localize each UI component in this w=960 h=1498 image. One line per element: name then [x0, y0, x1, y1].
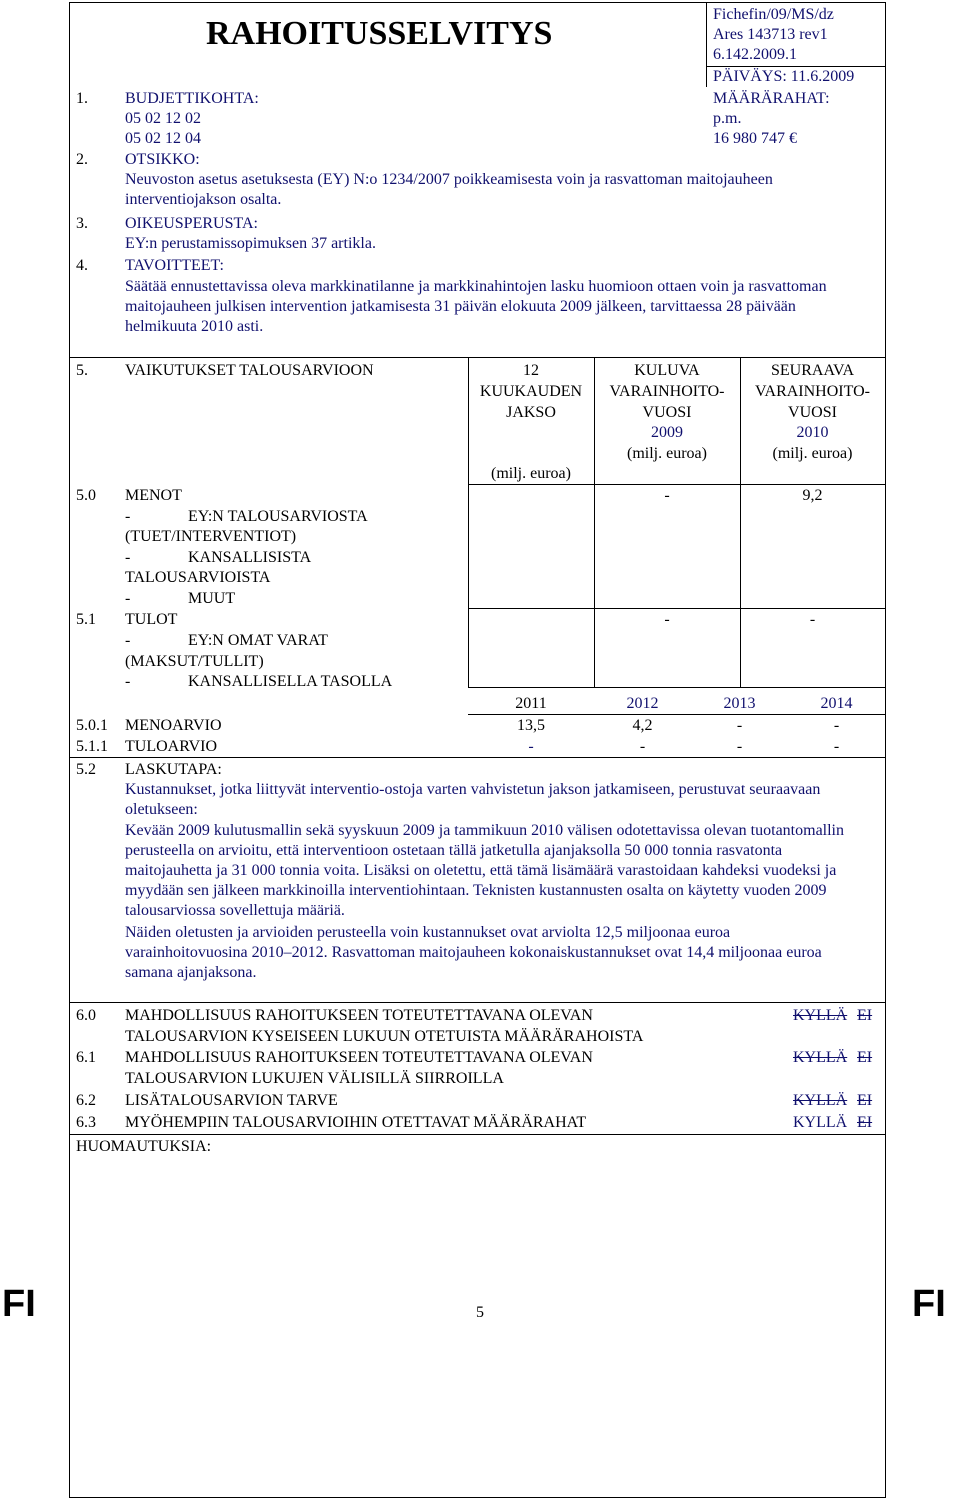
- row-5-1-sub-own-resources: EY:N OMAT VARAT: [188, 632, 328, 649]
- row-6-3-no: EI: [857, 1114, 873, 1131]
- row-5-1-next-year: -: [809, 611, 816, 628]
- row-5-0-1-2011: 13,5: [517, 717, 545, 734]
- row-6-0-yes: KYLLÄ: [793, 1007, 848, 1024]
- section-5-2-label: LASKUTAPA:: [125, 761, 222, 778]
- col3-header-unit: (milj. euroa): [772, 445, 853, 462]
- multiyear-header-rule: [468, 714, 885, 715]
- row-6-2-number: 6.2: [76, 1092, 96, 1109]
- row-5-1-sub-own-resources-detail: (MAKSUT/TULLIT): [125, 653, 264, 670]
- row-5-1-1-2012: -: [639, 738, 646, 755]
- row-5-0-sub-eu-budget-detail: (TUET/INTERVENTIOT): [125, 528, 297, 545]
- row-5-1-1-number: 5.1.1: [76, 738, 108, 755]
- header-divider-vertical: [706, 2, 707, 87]
- document-title: RAHOITUSSELVITYS: [206, 15, 553, 52]
- section-5-number: 5.: [76, 362, 88, 379]
- section-3-number: 3.: [76, 215, 88, 232]
- row-5-0-sub-national-detail: TALOUSARVIOISTA: [125, 569, 271, 586]
- row-5-0-1-label: MENOARVIO: [125, 717, 222, 734]
- section-3-text: EY:n perustamissopimuksen 37 artikla.: [125, 235, 376, 252]
- row-6-2-text: LISÄTALOUSARVION TARVE: [125, 1092, 338, 1109]
- col2-header-line-3: VUOSI: [642, 404, 692, 421]
- row-6-2-yes: KYLLÄ: [793, 1092, 848, 1109]
- section-5-label: VAIKUTUKSET TALOUSARVIOON: [125, 362, 374, 379]
- reference-line-2: Ares 143713 rev1: [713, 26, 828, 43]
- col2-header-unit: (milj. euroa): [627, 445, 707, 462]
- col2-header-year: 2009: [651, 424, 683, 441]
- row-5-0-1-2012: 4,2: [632, 717, 653, 734]
- row-5-0-sub-dash-3: -: [125, 590, 131, 607]
- row-5-1-number: 5.1: [76, 611, 96, 628]
- section-5-header-rule-2: [594, 484, 885, 485]
- appropriation-1: p.m.: [713, 110, 742, 127]
- col1-header-line-3: JAKSO: [506, 404, 556, 421]
- col1-header-line-1: 12: [523, 362, 539, 379]
- section-5-top-rule: [69, 357, 885, 358]
- col1-header-line-2: KUUKAUDEN: [479, 383, 583, 400]
- col2-header-line-2: VARAINHOITO-: [609, 383, 725, 400]
- section-1-label: BUDJETTIKOHTA:: [125, 90, 259, 107]
- col1-header-unit: (milj. euroa): [491, 465, 571, 482]
- row-6-0-number: 6.0: [76, 1007, 96, 1024]
- row-6-1-yes: KYLLÄ: [793, 1049, 848, 1066]
- row-5-0-1-number: 5.0.1: [76, 717, 108, 734]
- row-5-0-1-2013: -: [736, 717, 743, 734]
- section-1-number: 1.: [76, 90, 88, 107]
- section-5-2-paragraph-3: Näiden oletusten ja arvioiden perusteella voin kustannukset ovat arviolta 12,5 miljoonaa euroa varainhoitovuosina 2010–2012. Rasvattoman maitojauheen kokonaiskustannukset ovat 14,4 miljoonaa euroa samana ajanjaksona.: [125, 924, 822, 981]
- remarks-top-rule: [69, 1134, 885, 1135]
- row-6-3-yes: KYLLÄ: [793, 1114, 848, 1131]
- footer-language-left: FI: [2, 1283, 36, 1325]
- year-header-2012: 2012: [626, 695, 659, 712]
- row-5-1-sub-national-level: KANSALLISELLA TASOLLA: [188, 673, 393, 690]
- row-5-1-current-year: -: [664, 611, 670, 628]
- multiyear-top-rule: [468, 687, 885, 688]
- row-5-0-current-year: -: [664, 487, 670, 504]
- footer-language-right: FI: [912, 1283, 946, 1325]
- appropriation-2: 16 980 747 €: [713, 130, 797, 147]
- budget-code-1: 05 02 12 02: [125, 110, 201, 127]
- section-2-text: Neuvoston asetus asetuksesta (EY) N:o 1234/2007 poikkeamisesta voin ja rasvattoman maitojauheen interventiojakson osalta.: [125, 171, 773, 208]
- row-6-1-text-line-1: MAHDOLLISUUS RAHOITUKSEEN TOTEUTETTAVANA OLEVAN: [125, 1049, 593, 1066]
- row-6-1-text-line-2: TALOUSARVION LUKUJEN VÄLISILLÄ SIIRROILLA: [125, 1070, 504, 1087]
- row-6-1-no: EI: [857, 1049, 873, 1066]
- year-header-2013: 2013: [723, 695, 756, 712]
- row-5-0-sub-dash-2: -: [125, 549, 131, 566]
- budget-code-2: 05 02 12 04: [125, 130, 201, 147]
- col3-header-year: 2010: [796, 424, 829, 441]
- section-4-label: TAVOITTEET:: [125, 257, 224, 274]
- section-4-text: Säätää ennustettavissa oleva markkinatilanne ja markkinahintojen lasku huomioon ottaen voin ja rasvattoman maitojauheen julkisen intervention jatkamisesta 31 päivän elokuuta 2009 jälkeen, tarvittaessa 28 päivään helmikuuta 2010 asti.: [125, 278, 827, 335]
- row-5-1-1-2013: -: [736, 738, 743, 755]
- row-6-3-number: 6.3: [76, 1114, 96, 1131]
- document-date: PÄIVÄYS: 11.6.2009: [713, 68, 855, 85]
- year-header-2014: 2014: [820, 695, 853, 712]
- row-5-0-number: 5.0: [76, 487, 96, 504]
- row-5-1-1-2011: -: [528, 738, 534, 755]
- row-6-0-no: EI: [857, 1007, 873, 1024]
- row-6-3-text: MYÖHEMPIIN TALOUSARVIOIHIN OTETTAVAT MÄÄRÄRAHAT: [125, 1114, 587, 1131]
- row-6-0-text-line-1: MAHDOLLISUUS RAHOITUKSEEN TOTEUTETTAVANA OLEVAN: [125, 1007, 593, 1024]
- row-5-1-1-2014: -: [833, 738, 840, 755]
- row-5-1-sub-dash-2: -: [125, 673, 131, 690]
- section-4-number: 4.: [76, 257, 88, 274]
- reference-line-3: 6.142.2009.1: [713, 46, 797, 63]
- section-2-number: 2.: [76, 151, 88, 168]
- section-6-top-rule: [69, 1002, 885, 1003]
- section-5-header-rule-1: [468, 484, 594, 485]
- multiyear-bottom-rule: [69, 757, 885, 758]
- row-6-2-no: EI: [857, 1092, 873, 1109]
- section-5-2-paragraph-1: Kustannukset, jotka liittyvät interventio-ostoja varten vahvistetun jakson jatkamiseen, perustuvat seuraavaan oletukseen:: [125, 781, 821, 818]
- row-5-1-1-label: TULOARVIO: [125, 738, 218, 755]
- row-5-0-sub-dash-1: -: [125, 508, 131, 525]
- remarks-label: HUOMAUTUKSIA:: [76, 1138, 212, 1155]
- section-3-label: OIKEUSPERUSTA:: [125, 215, 258, 232]
- row-5-0-label: MENOT: [125, 487, 182, 504]
- row-5-1-label: TULOT: [125, 611, 178, 628]
- col3-header-line-2: VARAINHOITO-: [755, 383, 870, 400]
- row-5-0-next-year: 9,2: [802, 487, 823, 504]
- col3-header-line-1: SEURAAVA: [771, 362, 854, 379]
- row-6-1-number: 6.1: [76, 1049, 96, 1066]
- row-5-0-sub-eu-budget: EY:N TALOUSARVIOSTA: [188, 508, 368, 525]
- col2-header-line-1: KULUVA: [634, 362, 700, 379]
- year-header-2011: 2011: [515, 695, 547, 712]
- section-5-2-number: 5.2: [76, 761, 96, 778]
- row-5-1-sub-dash-1: -: [125, 632, 131, 649]
- row-5-0-sub-national: KANSALLISISTA: [188, 549, 312, 566]
- page-number: 5: [476, 1304, 484, 1321]
- reference-line-1: Fichefin/09/MS/dz: [713, 6, 834, 23]
- section-5-row-rule: [468, 608, 885, 609]
- col3-header-line-3: VUOSI: [788, 404, 837, 421]
- appropriations-label: MÄÄRÄRAHAT:: [713, 90, 830, 107]
- row-5-0-sub-other: MUUT: [188, 590, 236, 607]
- row-6-0-text-line-2: TALOUSARVION KYSEISEEN LUKUUN OTETUISTA MÄÄRÄRAHOISTA: [125, 1028, 644, 1045]
- section-2-label: OTSIKKO:: [125, 151, 200, 168]
- row-5-0-1-2014: -: [833, 717, 840, 734]
- section-5-2-paragraph-2: Kevään 2009 kulutusmallin sekä syyskuun 2009 ja tammikuun 2010 välisen odotettavissa olevan tuotantomallin perusteella on arvioitu, että interventioon ostetaan tällä jatketulla ajanjaksolla 50 000 tonnia rasvatonta maitojauhetta ja 31 000 tonnia voita. Lisäksi on oletettu, että tämä lisämäärä varastoidaan kahdeksi vuodeksi ja myydään sen jälkeen markkinoilla interventiohintaan. Teknisten kustannusten osalta on käytetty vuoden 2009 talousarviossa sovellettuja määriä.: [125, 822, 844, 919]
